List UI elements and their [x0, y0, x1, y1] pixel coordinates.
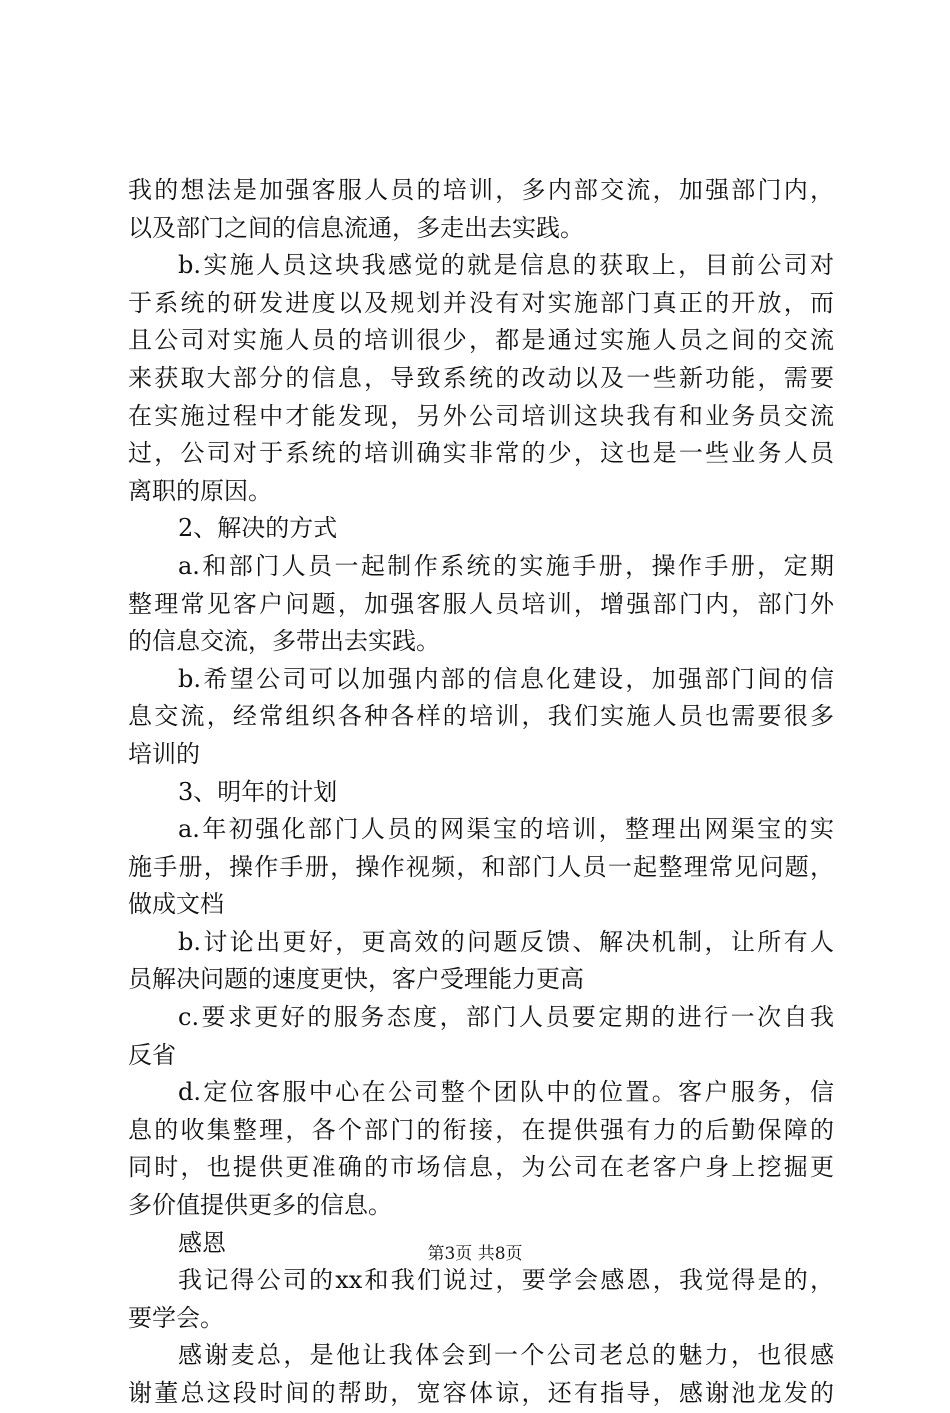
text-line: 在实施过程中才能发现，另外公司培训这块我有和业务员交流: [128, 401, 834, 430]
text-line: b.实施人员这块我感觉的就是信息的获取上，目前公司对: [178, 251, 834, 280]
text-line: 员解决问题的速度更快，客户受理能力更高: [128, 965, 584, 994]
text-line: 离职的原因。: [128, 476, 272, 505]
text-line: 过，公司对于系统的培训确实非常的少，这也是一些业务人员: [128, 439, 834, 468]
text-line: 我的想法是加强客服人员的培训，多内部交流，加强部门内，: [128, 176, 834, 204]
text-line: a.年初强化部门人员的网渠宝的培训，整理出网渠宝的实: [178, 815, 834, 844]
text-line: 来获取大部分的信息，导致系统的改动以及一些新功能，需要: [128, 363, 834, 392]
text-line: d.定位客服中心在公司整个团队中的位置。客户服务，信: [178, 1078, 834, 1107]
page-number-footer: 第3页 共8页: [427, 1244, 523, 1264]
text-line: 以及部门之间的信息流通，多走出去实践。: [128, 213, 584, 242]
text-line: 多价值提供更多的信息。: [128, 1191, 392, 1220]
text-line: a.和部门人员一起制作系统的实施手册，操作手册，定期: [178, 551, 834, 580]
text-line: 做成文档: [128, 890, 224, 919]
text-line: 的信息交流，多带出去实践。: [128, 627, 440, 656]
text-line: 反省: [128, 1040, 176, 1069]
document-body: [128, 172, 834, 1413]
text-line: 我记得公司的xx和我们说过，要学会感恩，我觉得是的，: [178, 1266, 834, 1295]
text-line: 整理常见客户问题，加强客服人员培训，增强部门内，部门外: [128, 589, 834, 618]
section-heading: 感恩: [178, 1228, 226, 1257]
text-line: 于系统的研发进度以及规划并没有对实施部门真正的开放，而: [128, 288, 834, 317]
text-line: 要学会。: [128, 1303, 224, 1332]
text-line: b.希望公司可以加强内部的信息化建设，加强部门间的信: [178, 664, 834, 693]
text-line: 且公司对实施人员的培训很少，都是通过实施人员之间的交流: [128, 326, 834, 355]
text-line: 感谢麦总，是他让我体会到一个公司老总的魅力，也很感: [178, 1341, 834, 1370]
text-line: 谢董总这段时间的帮助，宽容体谅，还有指导，感谢池龙发的: [128, 1379, 834, 1407]
text-line: c.要求更好的服务态度，部门人员要定期的进行一次自我: [178, 1003, 834, 1032]
text-line: 同时，也提供更准确的市场信息，为公司在老客户身上挖掘更: [128, 1153, 834, 1182]
text-line: 施手册，操作手册，操作视频，和部门人员一起整理常见问题，: [128, 852, 834, 881]
section-heading: 2、解决的方式: [178, 514, 338, 543]
text-line: 培训的: [128, 739, 200, 768]
text-line: 息交流，经常组织各种各样的培训，我们实施人员也需要很多: [128, 702, 834, 731]
text-line: b.讨论出更好，更高效的问题反馈、解决机制，让所有人: [178, 927, 834, 956]
text-line: 息的收集整理，各个部门的衔接，在提供强有力的后勤保障的: [128, 1115, 834, 1144]
section-heading: 3、明年的计划: [178, 777, 338, 806]
